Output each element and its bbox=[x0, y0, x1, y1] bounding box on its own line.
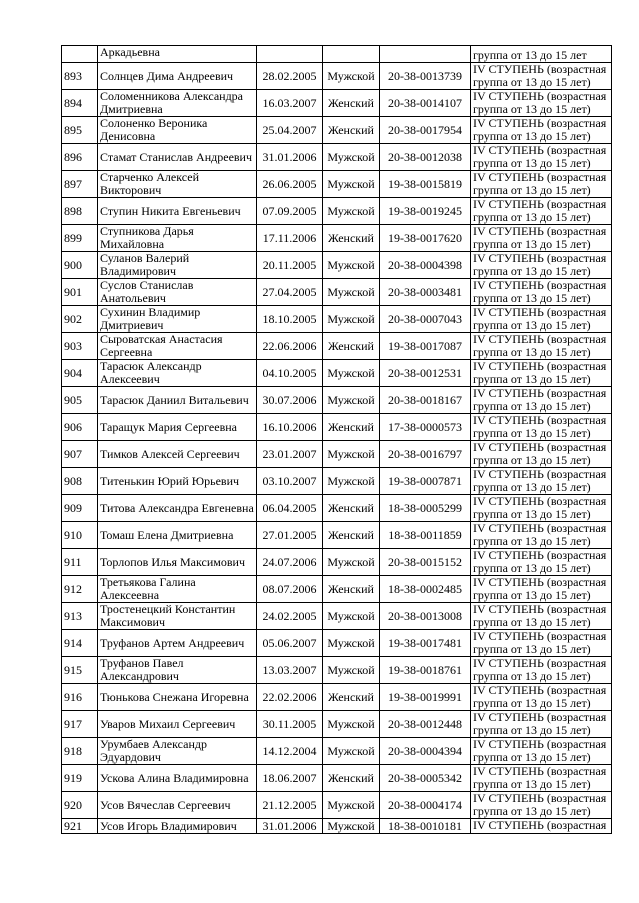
table-row bbox=[62, 819, 612, 834]
table-row bbox=[62, 738, 612, 765]
uin-cell: 18-38-0002485 bbox=[380, 576, 471, 603]
uin-cell: 20-38-0017954 bbox=[380, 117, 471, 144]
birth-date-cell: 22.02.2006 bbox=[257, 684, 323, 711]
gender-cell: Мужской bbox=[323, 387, 380, 414]
birth-date-cell: 05.06.2007 bbox=[257, 630, 323, 657]
row-number-cell: 895 bbox=[62, 117, 98, 144]
birth-date-cell: 13.03.2007 bbox=[257, 657, 323, 684]
stage-cell: IV СТУПЕНЬ (возрастная группа от 13 до 15 лет) bbox=[471, 576, 612, 603]
table-row bbox=[62, 225, 612, 252]
gender-cell: Мужской bbox=[323, 360, 380, 387]
uin-cell bbox=[380, 46, 471, 63]
uin-cell: 19-38-0017620 bbox=[380, 225, 471, 252]
row-number-cell: 910 bbox=[62, 522, 98, 549]
row-number-cell: 894 bbox=[62, 90, 98, 117]
row-number-cell: 903 bbox=[62, 333, 98, 360]
uin-cell: 20-38-0012531 bbox=[380, 360, 471, 387]
table-row bbox=[62, 657, 612, 684]
uin-cell: 18-38-0011859 bbox=[380, 522, 471, 549]
uin-cell: 19-38-0015819 bbox=[380, 171, 471, 198]
gender-cell: Мужской bbox=[323, 630, 380, 657]
gender-cell: Женский bbox=[323, 495, 380, 522]
participant-name-cell: Суланов Валерий Владимирович bbox=[98, 252, 257, 279]
participant-name-cell: Уваров Михаил Сергеевич bbox=[98, 711, 257, 738]
table-row bbox=[62, 144, 612, 171]
birth-date-cell: 16.03.2007 bbox=[257, 90, 323, 117]
row-number-cell: 901 bbox=[62, 279, 98, 306]
participant-name-cell: Тарасюк Даниил Витальевич bbox=[98, 387, 257, 414]
uin-cell: 20-38-0003481 bbox=[380, 279, 471, 306]
birth-date-cell: 27.01.2005 bbox=[257, 522, 323, 549]
participant-name-cell: Тюнькова Снежана Игоревна bbox=[98, 684, 257, 711]
row-number-cell: 911 bbox=[62, 549, 98, 576]
participant-name-cell: Таращук Мария Сергеевна bbox=[98, 414, 257, 441]
table-row bbox=[62, 468, 612, 495]
gender-cell: Женский bbox=[323, 765, 380, 792]
birth-date-cell: 07.09.2005 bbox=[257, 198, 323, 225]
birth-date-cell: 31.01.2006 bbox=[257, 144, 323, 171]
gender-cell: Мужской bbox=[323, 819, 380, 834]
birth-date-cell: 08.07.2006 bbox=[257, 576, 323, 603]
stage-cell: IV СТУПЕНЬ (возрастная группа от 13 до 15 лет) bbox=[471, 360, 612, 387]
birth-date-cell: 24.07.2006 bbox=[257, 549, 323, 576]
gender-cell: Мужской bbox=[323, 711, 380, 738]
participant-name-cell: Ступникова Дарья Михайловна bbox=[98, 225, 257, 252]
participant-name-cell: Сухинин Владимир Дмитриевич bbox=[98, 306, 257, 333]
participant-name-cell: Труфанов Павел Александрович bbox=[98, 657, 257, 684]
birth-date-cell: 31.01.2006 bbox=[257, 819, 323, 834]
gender-cell: Женский bbox=[323, 333, 380, 360]
participant-name-cell: Стамат Станислав Андреевич bbox=[98, 144, 257, 171]
birth-date-cell: 23.01.2007 bbox=[257, 441, 323, 468]
table-row bbox=[62, 495, 612, 522]
uin-cell: 20-38-0013008 bbox=[380, 603, 471, 630]
row-number-cell: 921 bbox=[62, 819, 98, 834]
stage-cell: IV СТУПЕНЬ (возрастная группа от 13 до 15 лет) bbox=[471, 171, 612, 198]
uin-cell: 20-38-0015152 bbox=[380, 549, 471, 576]
birth-date-cell: 06.04.2005 bbox=[257, 495, 323, 522]
stage-cell: IV СТУПЕНЬ (возрастная группа от 13 до 15 лет) bbox=[471, 252, 612, 279]
stage-cell: IV СТУПЕНЬ (возрастная группа от 13 до 15 лет) bbox=[471, 630, 612, 657]
participants-table-body bbox=[62, 46, 612, 834]
table-row bbox=[62, 171, 612, 198]
row-number-cell: 920 bbox=[62, 792, 98, 819]
row-number-cell: 914 bbox=[62, 630, 98, 657]
gender-cell: Женский bbox=[323, 576, 380, 603]
uin-cell: 20-38-0004398 bbox=[380, 252, 471, 279]
table-row bbox=[62, 333, 612, 360]
birth-date-cell: 18.06.2007 bbox=[257, 765, 323, 792]
table-row bbox=[62, 522, 612, 549]
birth-date-cell: 16.10.2006 bbox=[257, 414, 323, 441]
table-row bbox=[62, 252, 612, 279]
participant-name-cell: Урумбаев Александр Эдуардович bbox=[98, 738, 257, 765]
gender-cell: Мужской bbox=[323, 738, 380, 765]
stage-cell: IV СТУПЕНЬ (возрастная группа от 13 до 15 лет) bbox=[471, 63, 612, 90]
participant-name-cell: Соломенникова Александра Дмитриевна bbox=[98, 90, 257, 117]
row-number-cell: 907 bbox=[62, 441, 98, 468]
gender-cell: Мужской bbox=[323, 144, 380, 171]
uin-cell: 20-38-0012038 bbox=[380, 144, 471, 171]
gender-cell: Мужской bbox=[323, 171, 380, 198]
uin-cell: 20-38-0004174 bbox=[380, 792, 471, 819]
row-number-cell: 913 bbox=[62, 603, 98, 630]
stage-cell: IV СТУПЕНЬ (возрастная группа от 13 до 15 лет) bbox=[471, 495, 612, 522]
stage-cell: IV СТУПЕНЬ (возрастная группа от 13 до 15 лет) bbox=[471, 441, 612, 468]
birth-date-cell bbox=[257, 46, 323, 63]
participant-name-cell: Суслов Станислав Анатольевич bbox=[98, 279, 257, 306]
table-row bbox=[62, 549, 612, 576]
birth-date-cell: 26.06.2005 bbox=[257, 171, 323, 198]
participant-name-cell: Старченко Алексей Викторович bbox=[98, 171, 257, 198]
gender-cell: Мужской bbox=[323, 198, 380, 225]
participant-name-cell: Аркадьевна bbox=[98, 46, 257, 63]
gender-cell: Мужской bbox=[323, 657, 380, 684]
birth-date-cell: 27.04.2005 bbox=[257, 279, 323, 306]
stage-cell: IV СТУПЕНЬ (возрастная группа от 13 до 15 лет) bbox=[471, 414, 612, 441]
birth-date-cell: 30.07.2006 bbox=[257, 387, 323, 414]
stage-cell: IV СТУПЕНЬ (возрастная группа от 13 до 15 лет) bbox=[471, 765, 612, 792]
gender-cell: Мужской bbox=[323, 441, 380, 468]
uin-cell: 19-38-0019991 bbox=[380, 684, 471, 711]
birth-date-cell: 18.10.2005 bbox=[257, 306, 323, 333]
table-row bbox=[62, 576, 612, 603]
uin-cell: 20-38-0004394 bbox=[380, 738, 471, 765]
participant-name-cell: Сыроватская Анастасия Сергеевна bbox=[98, 333, 257, 360]
participant-name-cell: Титова Александра Евгеневна bbox=[98, 495, 257, 522]
gender-cell: Женский bbox=[323, 522, 380, 549]
birth-date-cell: 17.11.2006 bbox=[257, 225, 323, 252]
stage-cell: IV СТУПЕНЬ (возрастная группа от 13 до 15 лет) bbox=[471, 738, 612, 765]
gender-cell: Мужской bbox=[323, 63, 380, 90]
participant-name-cell: Торлопов Илья Максимович bbox=[98, 549, 257, 576]
uin-cell: 20-38-0018167 bbox=[380, 387, 471, 414]
stage-cell: IV СТУПЕНЬ (возрастная группа от 13 до 15 лет) bbox=[471, 603, 612, 630]
row-number-cell: 896 bbox=[62, 144, 98, 171]
row-number-cell: 898 bbox=[62, 198, 98, 225]
participant-name-cell: Тимков Алексей Сергеевич bbox=[98, 441, 257, 468]
stage-cell: IV СТУПЕНЬ (возрастная группа от 13 до 15 лет) bbox=[471, 711, 612, 738]
gender-cell: Мужской bbox=[323, 792, 380, 819]
gender-cell: Мужской bbox=[323, 549, 380, 576]
row-number-cell: 893 bbox=[62, 63, 98, 90]
participant-name-cell: Тарасюк Александр Алексеевич bbox=[98, 360, 257, 387]
participant-name-cell: Тростенецкий Константин Максимович bbox=[98, 603, 257, 630]
birth-date-cell: 03.10.2007 bbox=[257, 468, 323, 495]
gender-cell: Мужской bbox=[323, 468, 380, 495]
stage-cell: IV СТУПЕНЬ (возрастная группа от 13 до 15 лет) bbox=[471, 117, 612, 144]
gender-cell: Женский bbox=[323, 117, 380, 144]
birth-date-cell: 25.04.2007 bbox=[257, 117, 323, 144]
row-number-cell: 905 bbox=[62, 387, 98, 414]
table-row bbox=[62, 90, 612, 117]
row-number-cell: 900 bbox=[62, 252, 98, 279]
participants-table bbox=[61, 45, 612, 834]
table-row bbox=[62, 387, 612, 414]
uin-cell: 19-38-0007871 bbox=[380, 468, 471, 495]
table-row bbox=[62, 765, 612, 792]
uin-cell: 20-38-0013739 bbox=[380, 63, 471, 90]
stage-cell: IV СТУПЕНЬ (возрастная группа от 13 до 15 лет) bbox=[471, 684, 612, 711]
gender-cell: Женский bbox=[323, 414, 380, 441]
participant-name-cell: Усов Игорь Владимирович bbox=[98, 819, 257, 834]
table-row bbox=[62, 198, 612, 225]
table-row bbox=[62, 63, 612, 90]
stage-cell: IV СТУПЕНЬ (возрастная группа от 13 до 15 лет) bbox=[471, 468, 612, 495]
stage-cell: IV СТУПЕНЬ (возрастная группа от 13 до 15 лет) bbox=[471, 198, 612, 225]
birth-date-cell: 04.10.2005 bbox=[257, 360, 323, 387]
uin-cell: 20-38-0016797 bbox=[380, 441, 471, 468]
birth-date-cell: 28.02.2005 bbox=[257, 63, 323, 90]
table-row bbox=[62, 711, 612, 738]
uin-cell: 17-38-0000573 bbox=[380, 414, 471, 441]
row-number-cell: 904 bbox=[62, 360, 98, 387]
participant-name-cell: Солоненко Вероника Денисовна bbox=[98, 117, 257, 144]
uin-cell: 20-38-0012448 bbox=[380, 711, 471, 738]
table-row bbox=[62, 306, 612, 333]
gender-cell: Мужской bbox=[323, 306, 380, 333]
gender-cell: Женский bbox=[323, 684, 380, 711]
participant-name-cell: Томаш Елена Дмитриевна bbox=[98, 522, 257, 549]
row-number-cell: 915 bbox=[62, 657, 98, 684]
uin-cell: 18-38-0010181 bbox=[380, 819, 471, 834]
table-row bbox=[62, 792, 612, 819]
gender-cell: Женский bbox=[323, 225, 380, 252]
birth-date-cell: 22.06.2006 bbox=[257, 333, 323, 360]
participant-name-cell: Ступин Никита Евгеньевич bbox=[98, 198, 257, 225]
row-number-cell: 897 bbox=[62, 171, 98, 198]
table-row bbox=[62, 441, 612, 468]
table-row bbox=[62, 279, 612, 306]
table-row bbox=[62, 414, 612, 441]
uin-cell: 20-38-0014107 bbox=[380, 90, 471, 117]
row-number-cell: 916 bbox=[62, 684, 98, 711]
table-row bbox=[62, 603, 612, 630]
stage-cell: IV СТУПЕНЬ (возрастная группа от 13 до 15 лет) bbox=[471, 225, 612, 252]
gender-cell: Мужской bbox=[323, 252, 380, 279]
row-number-cell bbox=[62, 46, 98, 63]
stage-cell: IV СТУПЕНЬ (возрастная группа от 13 до 15 лет) bbox=[471, 306, 612, 333]
participant-name-cell: Труфанов Артем Андреевич bbox=[98, 630, 257, 657]
gender-cell: Мужской bbox=[323, 279, 380, 306]
row-number-cell: 909 bbox=[62, 495, 98, 522]
stage-cell: IV СТУПЕНЬ (возрастная группа от 13 до 15 лет) bbox=[471, 657, 612, 684]
stage-cell: IV СТУПЕНЬ (возрастная группа от 13 до 15 лет) bbox=[471, 333, 612, 360]
birth-date-cell: 20.11.2005 bbox=[257, 252, 323, 279]
row-number-cell: 918 bbox=[62, 738, 98, 765]
stage-cell: IV СТУПЕНЬ (возрастная группа от 13 до 15 лет) bbox=[471, 522, 612, 549]
table-row bbox=[62, 360, 612, 387]
participant-name-cell: Солнцев Дима Андреевич bbox=[98, 63, 257, 90]
uin-cell: 20-38-0007043 bbox=[380, 306, 471, 333]
gender-cell: Мужской bbox=[323, 603, 380, 630]
birth-date-cell: 30.11.2005 bbox=[257, 711, 323, 738]
table-row bbox=[62, 684, 612, 711]
uin-cell: 19-38-0017087 bbox=[380, 333, 471, 360]
row-number-cell: 919 bbox=[62, 765, 98, 792]
table-row bbox=[62, 630, 612, 657]
stage-cell: IV СТУПЕНЬ (возрастная группа от 13 до 15 лет) bbox=[471, 387, 612, 414]
row-number-cell: 908 bbox=[62, 468, 98, 495]
participant-name-cell: Усов Вячеслав Сергеевич bbox=[98, 792, 257, 819]
uin-cell: 19-38-0017481 bbox=[380, 630, 471, 657]
gender-cell bbox=[323, 46, 380, 63]
row-number-cell: 906 bbox=[62, 414, 98, 441]
table-row bbox=[62, 117, 612, 144]
participant-name-cell: Титенькин Юрий Юрьевич bbox=[98, 468, 257, 495]
stage-cell: IV СТУПЕНЬ (возрастная группа от 13 до 15 лет) bbox=[471, 144, 612, 171]
participant-name-cell: Ускова Алина Владимировна bbox=[98, 765, 257, 792]
stage-cell: IV СТУПЕНЬ (возрастная группа от 13 до 15 лет) bbox=[471, 792, 612, 819]
birth-date-cell: 24.02.2005 bbox=[257, 603, 323, 630]
table-row-continuation bbox=[62, 46, 612, 63]
row-number-cell: 899 bbox=[62, 225, 98, 252]
uin-cell: 19-38-0019245 bbox=[380, 198, 471, 225]
uin-cell: 19-38-0018761 bbox=[380, 657, 471, 684]
birth-date-cell: 14.12.2004 bbox=[257, 738, 323, 765]
row-number-cell: 902 bbox=[62, 306, 98, 333]
row-number-cell: 912 bbox=[62, 576, 98, 603]
row-number-cell: 917 bbox=[62, 711, 98, 738]
stage-cell: IV СТУПЕНЬ (возрастная bbox=[471, 819, 612, 834]
stage-cell: IV СТУПЕНЬ (возрастная группа от 13 до 15 лет) bbox=[471, 90, 612, 117]
participant-name-cell: Третьякова Галина Алексеевна bbox=[98, 576, 257, 603]
birth-date-cell: 21.12.2005 bbox=[257, 792, 323, 819]
stage-cell: группа от 13 до 15 лет bbox=[471, 46, 612, 63]
stage-cell: IV СТУПЕНЬ (возрастная группа от 13 до 15 лет) bbox=[471, 549, 612, 576]
stage-cell: IV СТУПЕНЬ (возрастная группа от 13 до 15 лет) bbox=[471, 279, 612, 306]
uin-cell: 20-38-0005342 bbox=[380, 765, 471, 792]
uin-cell: 18-38-0005299 bbox=[380, 495, 471, 522]
gender-cell: Женский bbox=[323, 90, 380, 117]
